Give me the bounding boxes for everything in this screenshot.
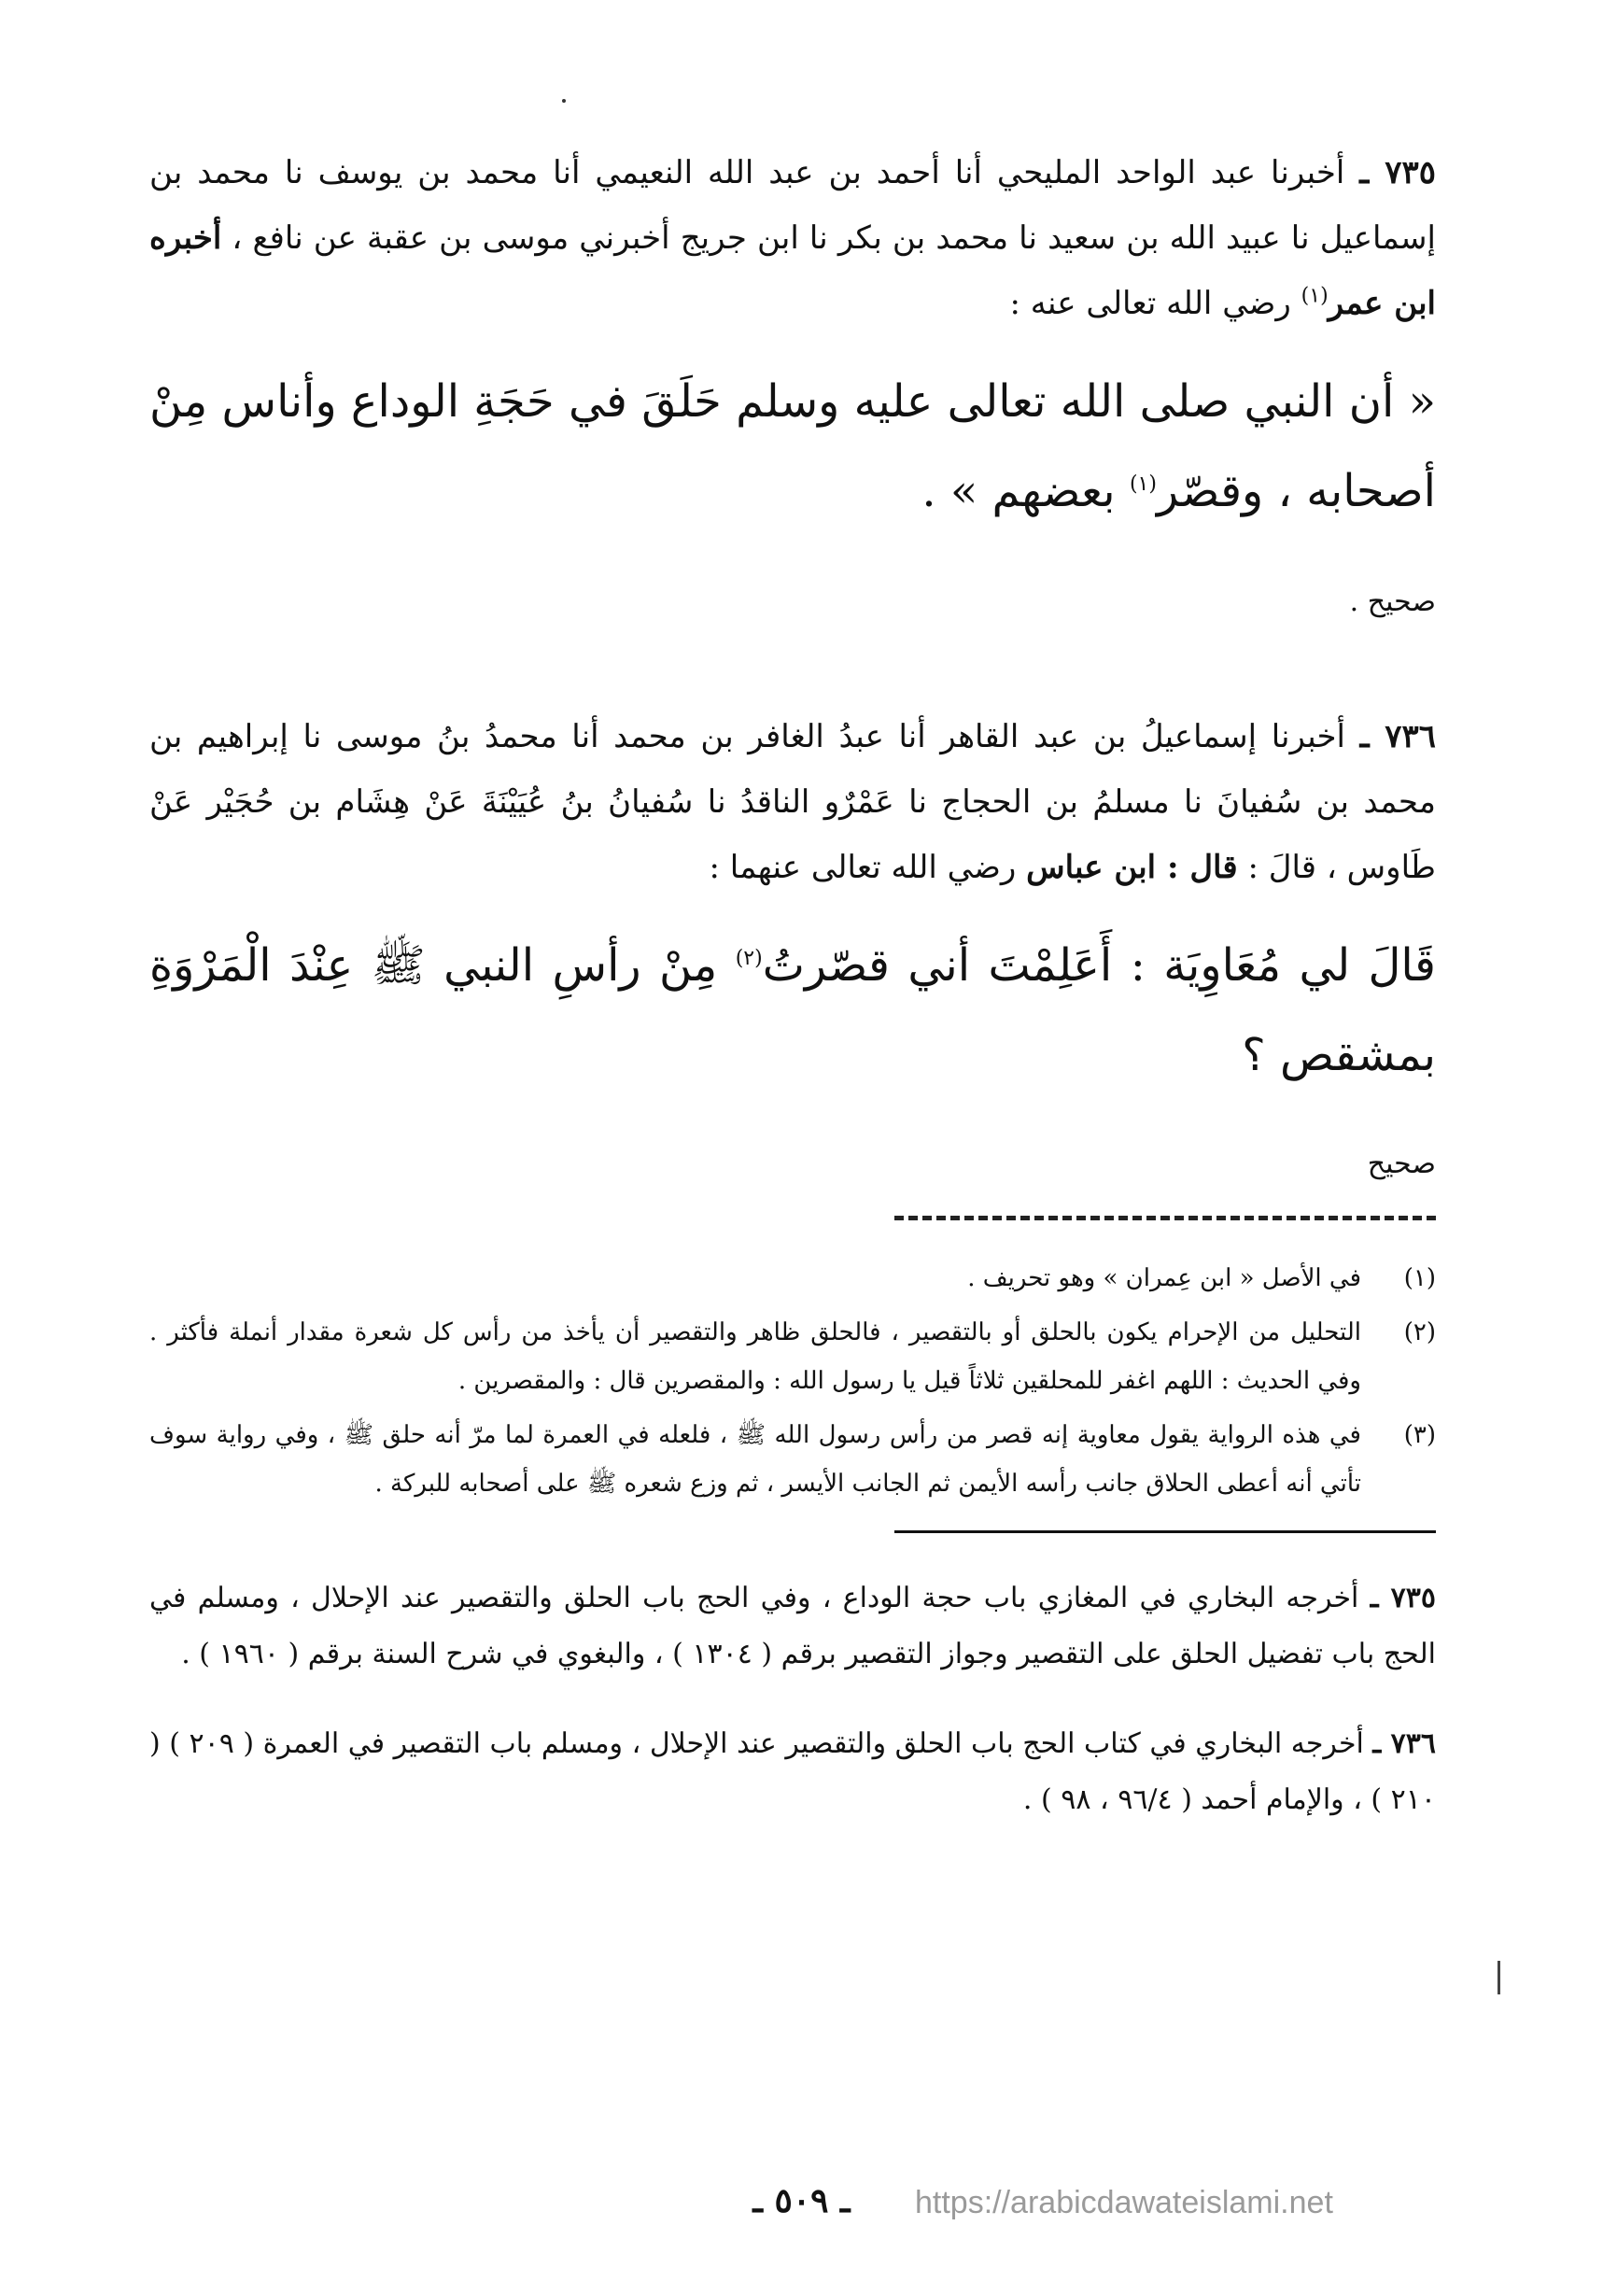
footnote-text: في هذه الرواية يقول معاوية إنه قصر من رأس رسول الله ﷺ ، فلعله في العمرة لما مرّ أنه حلق ﷺ ، وفي رواية سوف تأتي أنه أعطى الحلاق جانب رأسه الأيمن ثم الجانب الأيسر ، ثم وزع شعره ﷺ على أصحابه للبركة . [149, 1421, 1361, 1498]
page-content [149, 140, 1436, 1828]
isnad-text: أخبرنا إسماعيلُ بن عبد القاهر أنا عبدُ الغافر بن محمد أنا محمدُ بنُ موسى نا إبراهيم بن محمد بن سُفيانَ نا مسلمُ بن الحجاج نا عَمْرٌو الناقدُ نا سُفيانُ بنُ عُيَيْنَةَ عَنْ هِشَام بن حُجَيْر عَنْ طَاوس ، قالَ : [149, 718, 1436, 886]
matn-text: « أن النبي صلى الله تعالى عليه وسلم حَلَقَ في حَجَةِ الوداع وأناس مِنْ أصحابه ، وقصّر [149, 375, 1436, 517]
takhrij-separator [894, 1530, 1436, 1533]
footnote-ref: (٢) [735, 947, 763, 970]
isnad-text: أخبرنا عبد الواحد المليحي أنا أحمد بن عبد الله النعيمي أنا محمد بن يوسف نا محمد بن إسماعيل نا عبيد الله بن سعيد نا محمد بن بكر نا ابن جريج أخبرني موسى بن عقبة عن نافع ، [149, 154, 1436, 257]
isnad-text: رضي الله تعالى عنه : [1009, 285, 1291, 322]
hadith-number: ٧٣٦ ـ [1359, 718, 1436, 755]
hadith-number: ٧٣٥ ـ [1359, 154, 1436, 191]
footnote-item [149, 1308, 1436, 1405]
scan-speck [562, 99, 566, 103]
hadith-736-grade: صحيح [1367, 1148, 1436, 1180]
takhrij-text: أخرجه البخاري في المغازي باب حجة الوداع ، وفي الحج باب الحلق والتقصير عند الإحلال ، ومسلم في الحج باب تفضيل الحلق على التقصير وجواز التقصير برقم ( ١٣٠٤ ) ، والبغوي في شرح السنة برقم ( ١٩٦٠ ) . [149, 1582, 1436, 1670]
hadith-736-matn [149, 921, 1436, 1100]
hadith-735-isnad [149, 140, 1436, 336]
hadith-735-matn [149, 357, 1436, 536]
footnote-ref: (١) [1301, 284, 1329, 308]
footnote-marker: (٢) [1403, 1318, 1436, 1346]
takhrij-number: ٧٣٦ ـ [1372, 1727, 1436, 1760]
footnote-text: التحليل من الإحرام يكون بالحلق أو بالتقصير ، فالحلق ظاهر والتقصير أن يأخذ من رأس كل شعرة مقدار أنملة فأكثر . وفي الحديث : اللهم اغفر للمحلقين ثلاثاً قيل يا رسول الله : والمقصرين قال : والمقصرين . [149, 1318, 1361, 1395]
footnote-ref: (١) [1129, 472, 1157, 496]
page-number: ـ ٥٠٩ ـ [752, 2181, 851, 2220]
footnote-separator [894, 1216, 1436, 1220]
narrator-name: قال : ابن عباس [1026, 849, 1238, 886]
takhrij-736 [149, 1716, 1436, 1828]
takhrij-number: ٧٣٥ ـ [1370, 1582, 1436, 1614]
footnote-item [149, 1254, 1436, 1303]
takhrij-735 [149, 1571, 1436, 1683]
scan-edge-mark [1498, 1961, 1500, 1994]
hadith-736-isnad [149, 704, 1436, 900]
watermark-url: https://arabicdawateislami.net [915, 2185, 1333, 2220]
footnote-marker: (١) [1403, 1264, 1436, 1292]
isnad-text: رضي الله تعالى عنهما : [709, 849, 1017, 886]
matn-text: مِنْ رأسِ النبي ﷺ عِنْدَ الْمَرْوَةِ بمشقص ؟ [149, 939, 1436, 1081]
footnotes [149, 1254, 1436, 1508]
matn-text: بعضهم » . [921, 465, 1116, 517]
narrator-name: أخبره ابن عمر [149, 219, 1436, 322]
takhrij-text: أخرجه البخاري في كتاب الحج باب الحلق والتقصير عند الإحلال ، ومسلم باب التقصير في العمرة ( ٢٠٩ ) ( ٢١٠ ) ، والإمام أحمد ( ٩٦/٤ ، ٩٨ ) . [149, 1727, 1436, 1816]
hadith-735-grade: صحيح . [1349, 585, 1436, 618]
footnote-text: في الأصل « ابن عِمران » وهو تحريف . [967, 1264, 1361, 1292]
footnote-marker: (٣) [1403, 1421, 1436, 1449]
footnote-item [149, 1411, 1436, 1508]
matn-text: قَالَ لي مُعَاوِيَة : أَعَلِمْتَ أني قصّرتُ [762, 939, 1436, 992]
